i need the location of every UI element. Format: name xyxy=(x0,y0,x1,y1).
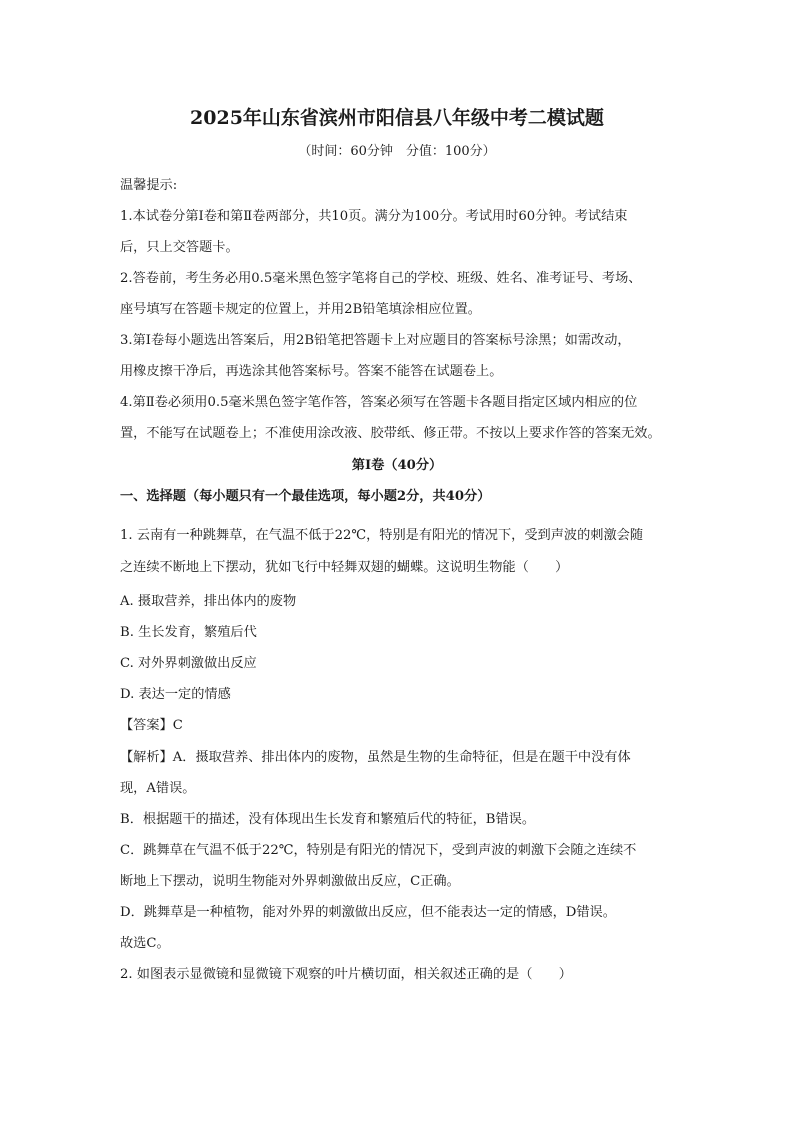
analysis-line: 现，A错误。 xyxy=(120,781,196,796)
part-heading: 一、选择题（每小题只有一个最佳选项，每小题2分，共40分） xyxy=(120,489,491,504)
analysis-line: D．跳舞草是一种植物，能对外界的刺激做出反应，但不能表达一定的情感，D错误。 xyxy=(120,905,616,920)
option-d: D. 表达一定的情感 xyxy=(120,687,231,702)
question-1-stem: 1. 云南有一种跳舞草，在气温不低于22℃，特别是有阳光的情况下，受到声波的刺激会随 xyxy=(120,528,644,543)
option-c: C. 对外界刺激做出反应 xyxy=(120,656,257,671)
analysis-line: B．根据题干的描述，没有体现出生长发育和繁殖后代的特征，B错误。 xyxy=(120,812,536,827)
notice-line: 置，不能写在试题卷上；不准使用涂改液、胶带纸、修正带。不按以上要求作答的答案无效。 xyxy=(120,426,661,441)
question-2-stem: 2. 如图表示显微镜和显微镜下观察的叶片横切面，相关叙述正确的是（ ） xyxy=(120,967,572,982)
notice-line: 1.本试卷分第Ⅰ卷和第Ⅱ卷两部分，共10页。满分为100分。考试用时60分钟。考试结束 xyxy=(120,209,628,224)
notice-line: 3.第Ⅰ卷每小题选出答案后，用2B铅笔把答题卡上对应题目的答案标号涂黑；如需改动， xyxy=(120,333,631,348)
exam-info: （时间：60分钟 分值：100分） xyxy=(298,144,496,159)
analysis-line: C．跳舞草在气温不低于22℃，特别是有阳光的情况下，受到声波的刺激下会随之连续不 xyxy=(120,843,637,858)
analysis-line: 故选C。 xyxy=(120,936,170,951)
option-a: A. 摄取营养，排出体内的废物 xyxy=(120,594,297,609)
question-1-stem: 之连续不断地上下摆动，犹如飞行中轻舞双翅的蝴蝶。这说明生物能（ ） xyxy=(120,560,569,575)
analysis-line: 断地上下摆动，说明生物能对外界刺激做出反应，C正确。 xyxy=(120,874,460,889)
option-b: B. 生长发育，繁殖后代 xyxy=(120,625,257,640)
notice-line: 后，只上交答题卡。 xyxy=(120,240,239,255)
notice-line: 用橡皮擦干净后，再选涂其他答案标号。答案不能答在试题卷上。 xyxy=(120,364,503,379)
answer: 【答案】C xyxy=(120,718,183,733)
notice-line: 2.答卷前，考生务必用0.5毫米黑色签字笔将自己的学校、班级、姓名、准考证号、考场、 xyxy=(120,271,642,286)
notice-line: 4.第Ⅱ卷必须用0.5毫米黑色签字笔作答，答案必须写在答题卡各题目指定区域内相应的位 xyxy=(120,395,638,410)
notice-line: 座号填写在答题卡规定的位置上，并用2B铅笔填涂相应位置。 xyxy=(120,302,481,317)
section-heading: 第Ⅰ卷（40分） xyxy=(351,458,443,473)
notice-heading: 温馨提示: xyxy=(120,178,178,193)
analysis-line: 【解析】A．摄取营养、排出体内的废物，虽然是生物的生命特征，但是在题干中没有体 xyxy=(120,750,631,765)
page-title: 2025年山东省滨州市阳信县八年级中考二模试题 xyxy=(190,107,604,129)
